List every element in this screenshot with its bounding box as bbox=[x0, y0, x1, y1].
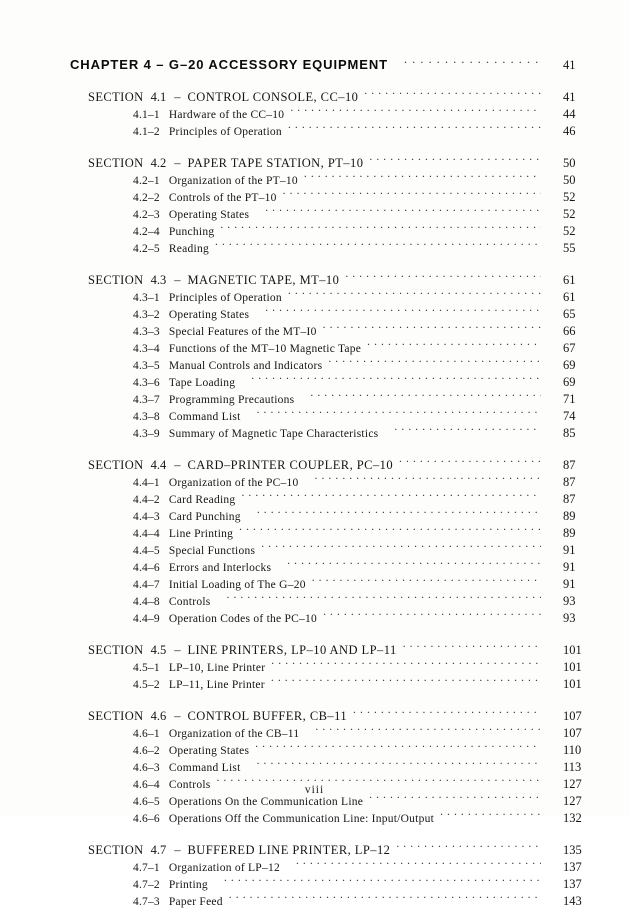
toc-entry-title: BUFFERED LINE PRINTER, LP–12 bbox=[187, 843, 391, 857]
toc-entry-label bbox=[0, 543, 255, 560]
item-number: 4.7–2 bbox=[133, 879, 160, 891]
toc-entry-title: Operating States bbox=[168, 209, 250, 221]
toc-entry-label bbox=[0, 877, 208, 894]
toc-entry-title: Punching bbox=[168, 226, 215, 238]
toc-group-chapter-4-heading bbox=[0, 52, 629, 72]
toc-entry-page-number: 41 bbox=[563, 58, 576, 72]
toc-entry-title: Operation Codes of the PC–10 bbox=[168, 613, 318, 625]
item-number: 4.2–4 bbox=[133, 226, 160, 238]
item-number: 4.3–6 bbox=[133, 377, 160, 389]
toc-entry-page-number: 61 bbox=[563, 273, 576, 287]
item-number: 4.2–1 bbox=[133, 175, 160, 187]
toc-entry-title: Operations On the Communication Line bbox=[168, 796, 364, 808]
dot-leader bbox=[364, 84, 541, 101]
toc-entry-page-number: 113 bbox=[563, 760, 582, 774]
dot-leader bbox=[345, 267, 541, 284]
toc-entry-label bbox=[0, 124, 282, 141]
toc-entry-title: Summary of Magnetic Tape Characteristics bbox=[168, 428, 379, 440]
toc-entry[interactable] bbox=[0, 84, 629, 104]
item-number: 4.2–5 bbox=[133, 243, 160, 255]
toc-entry-page-number: 137 bbox=[563, 860, 582, 874]
dot-leader bbox=[404, 52, 541, 69]
dot-leader bbox=[257, 503, 541, 520]
section-word: SECTION bbox=[88, 458, 144, 472]
dot-leader bbox=[265, 201, 541, 218]
toc-entry-title: Hardware of the CC–10 bbox=[168, 109, 285, 121]
section-number: 4.3 bbox=[150, 273, 167, 287]
item-number: 4.3–2 bbox=[133, 309, 160, 321]
toc-entry-title: Programming Precautions bbox=[168, 394, 295, 406]
toc-entry-page-number: 67 bbox=[563, 341, 576, 355]
toc-entry-page-number: 46 bbox=[563, 124, 576, 138]
dot-leader bbox=[290, 101, 541, 118]
item-number: 4.5–1 bbox=[133, 662, 160, 674]
toc-entry-page-number: 101 bbox=[563, 677, 582, 691]
toc-entry-title: Operations Off the Communication Line: Input/Output bbox=[168, 813, 435, 825]
section-dash: – bbox=[174, 273, 181, 287]
dot-leader bbox=[287, 554, 541, 571]
item-number: 4.7–3 bbox=[133, 896, 160, 908]
toc-entry-page-number: 89 bbox=[563, 526, 576, 540]
dot-leader bbox=[367, 335, 541, 352]
item-number: 4.4–1 bbox=[133, 477, 160, 489]
toc-entry-page-number: 127 bbox=[563, 777, 582, 791]
toc-entry-title: Organization of the CB–11 bbox=[168, 728, 300, 740]
toc-entry-page-number: 65 bbox=[563, 307, 576, 321]
dot-leader bbox=[261, 537, 541, 554]
toc-entry-page-number: 101 bbox=[563, 643, 582, 657]
toc-entry-title: Controls bbox=[168, 779, 211, 791]
toc-entry-label bbox=[0, 107, 284, 124]
dot-leader bbox=[255, 737, 541, 754]
toc-entry-page-number: 93 bbox=[563, 611, 576, 625]
dot-leader bbox=[310, 386, 541, 403]
toc-entry-title: Card Punching bbox=[168, 511, 241, 523]
dot-leader bbox=[271, 671, 541, 688]
item-number: 4.3–3 bbox=[133, 326, 160, 338]
dot-leader bbox=[304, 167, 541, 184]
section-number: 4.2 bbox=[150, 156, 167, 170]
section-word: SECTION bbox=[88, 156, 144, 170]
dot-leader bbox=[394, 420, 541, 437]
dot-leader bbox=[229, 888, 541, 905]
toc-entry-page-number: 107 bbox=[563, 709, 582, 723]
item-number: 4.6–1 bbox=[133, 728, 160, 740]
section-number: 4.4 bbox=[150, 458, 167, 472]
section-dash: – bbox=[174, 843, 181, 857]
dot-leader bbox=[369, 150, 541, 167]
dot-leader bbox=[288, 118, 541, 135]
dot-leader bbox=[257, 403, 541, 420]
item-number: 4.2–3 bbox=[133, 209, 160, 221]
item-number: 4.6–3 bbox=[133, 762, 160, 774]
section-number: 4.5 bbox=[150, 643, 167, 657]
toc-entry-title: Line Printing bbox=[168, 528, 234, 540]
item-number: 4.4–4 bbox=[133, 528, 160, 540]
item-number: 4.3–8 bbox=[133, 411, 160, 423]
toc-entry-title: Organization of the PT–10 bbox=[168, 175, 298, 187]
section-word: SECTION bbox=[88, 843, 144, 857]
toc-entry-title: Manual Controls and Indicators bbox=[168, 360, 323, 372]
toc-entry-title: Errors and Interlocks bbox=[168, 562, 272, 574]
item-number: 4.5–2 bbox=[133, 679, 160, 691]
toc-entry-label bbox=[0, 324, 317, 341]
toc-entry-label bbox=[0, 173, 298, 190]
toc-entry-label bbox=[0, 392, 294, 409]
item-number: 4.3–5 bbox=[133, 360, 160, 372]
toc-entry-label bbox=[0, 190, 277, 207]
dot-leader bbox=[220, 218, 541, 235]
toc-entry-page-number: 52 bbox=[563, 190, 576, 204]
dot-leader bbox=[241, 486, 541, 503]
dot-leader bbox=[239, 520, 541, 537]
toc-entry-label bbox=[0, 743, 249, 760]
toc-entry-title: Command List bbox=[168, 411, 241, 423]
toc-entry-page-number: 61 bbox=[563, 290, 576, 304]
toc-group-section-4-6 bbox=[0, 703, 629, 825]
toc-entry-label bbox=[0, 794, 363, 811]
dot-leader bbox=[323, 318, 541, 335]
dot-leader bbox=[283, 184, 541, 201]
toc-entry-title: Special Features of the MT–I0 bbox=[168, 326, 317, 338]
toc-entry-title: PAPER TAPE STATION, PT–10 bbox=[187, 156, 364, 170]
dot-leader bbox=[271, 654, 541, 671]
section-dash: – bbox=[174, 709, 181, 723]
item-number: 4.1–2 bbox=[133, 126, 160, 138]
dot-leader bbox=[296, 854, 541, 871]
item-number: 4.6–2 bbox=[133, 745, 160, 757]
toc-entry-title: Printing bbox=[168, 879, 208, 891]
toc-entry-page-number: 135 bbox=[563, 843, 582, 857]
item-number: 4.7–1 bbox=[133, 862, 160, 874]
toc-entry-title: LINE PRINTERS, LP–10 AND LP–11 bbox=[187, 643, 397, 657]
toc-entry-title: Functions of the MT–10 Magnetic Tape bbox=[168, 343, 362, 355]
toc-group-section-4-4 bbox=[0, 452, 629, 625]
toc-entry-label bbox=[0, 894, 223, 911]
toc-entry-page-number: 66 bbox=[563, 324, 576, 338]
toc-entry-page-number: 69 bbox=[563, 358, 576, 372]
toc-entry-title: Special Functions bbox=[168, 545, 256, 557]
toc-entry-title: Principles of Operation bbox=[168, 126, 282, 138]
toc-group-section-4-3 bbox=[0, 267, 629, 440]
dot-leader bbox=[215, 235, 541, 252]
toc-entry-label bbox=[0, 560, 271, 577]
toc-entry-title: Tape Loading bbox=[168, 377, 236, 389]
toc-entry-label bbox=[0, 708, 347, 725]
item-number: 4.4–9 bbox=[133, 613, 160, 625]
toc-entry-label bbox=[0, 594, 211, 611]
item-number: 4.3–4 bbox=[133, 343, 160, 355]
section-dash: – bbox=[174, 643, 181, 657]
toc-entry-page-number: 87 bbox=[563, 492, 576, 506]
toc-entry-title: Organization of the PC–10 bbox=[168, 477, 299, 489]
toc-entry-page-number: 50 bbox=[563, 173, 576, 187]
toc-entry[interactable] bbox=[0, 637, 629, 657]
toc-entry-page-number: 127 bbox=[563, 794, 582, 808]
item-number: 4.4–5 bbox=[133, 545, 160, 557]
toc-entry-page-number: 41 bbox=[563, 90, 576, 104]
toc-group-section-4-2 bbox=[0, 150, 629, 255]
section-word: SECTION bbox=[88, 90, 144, 104]
toc-entry-title: Controls of the PT–10 bbox=[168, 192, 277, 204]
toc-entry-title: Controls bbox=[168, 596, 211, 608]
toc-entry-label bbox=[0, 426, 378, 443]
toc-entry-label bbox=[0, 611, 317, 628]
item-number: 4.1–1 bbox=[133, 109, 160, 121]
toc-entry-page-number: 44 bbox=[563, 107, 576, 121]
toc-entry-title: Card Reading bbox=[168, 494, 236, 506]
toc-entry-page-number: 93 bbox=[563, 594, 576, 608]
toc-entry-label bbox=[0, 811, 434, 828]
toc-entry-label bbox=[0, 290, 282, 307]
toc-entry[interactable] bbox=[0, 452, 629, 472]
toc-entry[interactable] bbox=[0, 837, 629, 857]
toc-entry-page-number: 137 bbox=[563, 877, 582, 891]
toc-entry-title: Initial Loading of The G–20 bbox=[168, 579, 306, 591]
toc-entry-label bbox=[0, 56, 388, 73]
toc-entry-page-number: 91 bbox=[563, 543, 576, 557]
toc-group-section-4-7 bbox=[0, 837, 629, 908]
toc-entry-page-number: 55 bbox=[563, 241, 576, 255]
toc-entry-label bbox=[0, 241, 209, 258]
dot-leader bbox=[257, 754, 541, 771]
toc-entry-title: Organization of LP–12 bbox=[168, 862, 280, 874]
toc-entry-page-number: 107 bbox=[563, 726, 582, 740]
section-word: SECTION bbox=[88, 643, 144, 657]
dot-leader bbox=[396, 837, 541, 854]
dot-leader bbox=[403, 637, 541, 654]
toc-group-section-4-5 bbox=[0, 637, 629, 691]
toc-entry-title: Operating States bbox=[168, 745, 250, 757]
item-number: 4.4–8 bbox=[133, 596, 160, 608]
toc-entry-page-number: 52 bbox=[563, 224, 576, 238]
toc-entry-title: MAGNETIC TAPE, MT–10 bbox=[187, 273, 340, 287]
dot-leader bbox=[312, 571, 541, 588]
dot-leader bbox=[323, 605, 541, 622]
toc-entry-page-number: 50 bbox=[563, 156, 576, 170]
toc-entry-title: LP–10, Line Printer bbox=[168, 662, 266, 674]
section-dash: – bbox=[174, 458, 181, 472]
toc-entry[interactable] bbox=[0, 52, 629, 72]
toc-entry-label bbox=[0, 492, 235, 509]
dot-leader bbox=[328, 352, 541, 369]
dot-leader bbox=[251, 369, 541, 386]
toc-entry-label bbox=[0, 375, 235, 392]
dot-leader bbox=[265, 301, 541, 318]
item-number: 4.4–2 bbox=[133, 494, 160, 506]
toc-entry-page-number: 69 bbox=[563, 375, 576, 389]
toc-entry-title: Reading bbox=[168, 243, 209, 255]
toc-entry-label bbox=[0, 207, 249, 224]
toc-entry-page-number: 91 bbox=[563, 577, 576, 591]
toc-entry-title: CHAPTER 4 – G–20 ACCESSORY EQUIPMENT bbox=[70, 57, 388, 72]
section-number: 4.6 bbox=[150, 709, 167, 723]
toc-entry-title: CONTROL BUFFER, CB–11 bbox=[187, 709, 348, 723]
toc-entry-title: CONTROL CONSOLE, CC–10 bbox=[187, 90, 359, 104]
toc-entry-page-number: 91 bbox=[563, 560, 576, 574]
item-number: 4.3–9 bbox=[133, 428, 160, 440]
section-word: SECTION bbox=[88, 273, 144, 287]
toc-entry-page-number: 85 bbox=[563, 426, 576, 440]
section-word: SECTION bbox=[88, 709, 144, 723]
item-number: 4.4–6 bbox=[133, 562, 160, 574]
toc-entry[interactable] bbox=[0, 267, 629, 287]
toc-entry-label bbox=[0, 526, 233, 543]
toc-entry-title: LP–11, Line Printer bbox=[168, 679, 265, 691]
toc-entry-title: Principles of Operation bbox=[168, 292, 282, 304]
toc-entry-label bbox=[0, 307, 249, 324]
toc-entry-title: Command List bbox=[168, 762, 241, 774]
dot-leader bbox=[440, 805, 541, 822]
toc-entry-page-number: 87 bbox=[563, 475, 576, 489]
toc-entry-page-number: 110 bbox=[563, 743, 582, 757]
dot-leader bbox=[399, 452, 541, 469]
item-number: 4.6–6 bbox=[133, 813, 160, 825]
dot-leader bbox=[227, 588, 542, 605]
toc-entry-label bbox=[0, 509, 241, 526]
toc-entry-label bbox=[0, 341, 361, 358]
toc-entry-label bbox=[0, 224, 214, 241]
toc-entry-page-number: 143 bbox=[563, 894, 582, 908]
dot-leader bbox=[315, 720, 541, 737]
toc-entry-label bbox=[0, 660, 265, 677]
item-number: 4.6–5 bbox=[133, 796, 160, 808]
toc-entry[interactable] bbox=[0, 703, 629, 723]
toc-group-section-4-1 bbox=[0, 84, 629, 138]
toc-entry-label bbox=[0, 760, 241, 777]
item-number: 4.6–4 bbox=[133, 779, 160, 791]
dot-leader bbox=[224, 871, 541, 888]
toc-entry-page-number: 74 bbox=[563, 409, 576, 423]
dot-leader bbox=[315, 469, 541, 486]
toc-entry-label bbox=[0, 409, 241, 426]
dot-leader bbox=[288, 284, 541, 301]
toc-entry-title: CARD–PRINTER COUPLER, PC–10 bbox=[187, 458, 394, 472]
section-number: 4.1 bbox=[150, 90, 167, 104]
toc-entry-page-number: 52 bbox=[563, 207, 576, 221]
toc-entry-page-number: 89 bbox=[563, 509, 576, 523]
item-number: 4.4–3 bbox=[133, 511, 160, 523]
toc-entry-page-number: 101 bbox=[563, 660, 582, 674]
section-dash: – bbox=[174, 90, 181, 104]
toc-entry-page-number: 87 bbox=[563, 458, 576, 472]
item-number: 4.2–2 bbox=[133, 192, 160, 204]
dot-leader bbox=[353, 703, 541, 720]
section-number: 4.7 bbox=[150, 843, 167, 857]
toc-entry-title: Operating States bbox=[168, 309, 250, 321]
item-number: 4.3–7 bbox=[133, 394, 160, 406]
toc-entry-label bbox=[0, 677, 265, 694]
toc-entry-page-number: 71 bbox=[563, 392, 576, 406]
toc-entry-page-number: 132 bbox=[563, 811, 582, 825]
toc-entry[interactable] bbox=[0, 150, 629, 170]
page-folio: viii bbox=[304, 784, 325, 796]
item-number: 4.3–1 bbox=[133, 292, 160, 304]
item-number: 4.4–7 bbox=[133, 579, 160, 591]
section-dash: – bbox=[174, 156, 181, 170]
toc-entry-title: Paper Feed bbox=[168, 896, 223, 908]
